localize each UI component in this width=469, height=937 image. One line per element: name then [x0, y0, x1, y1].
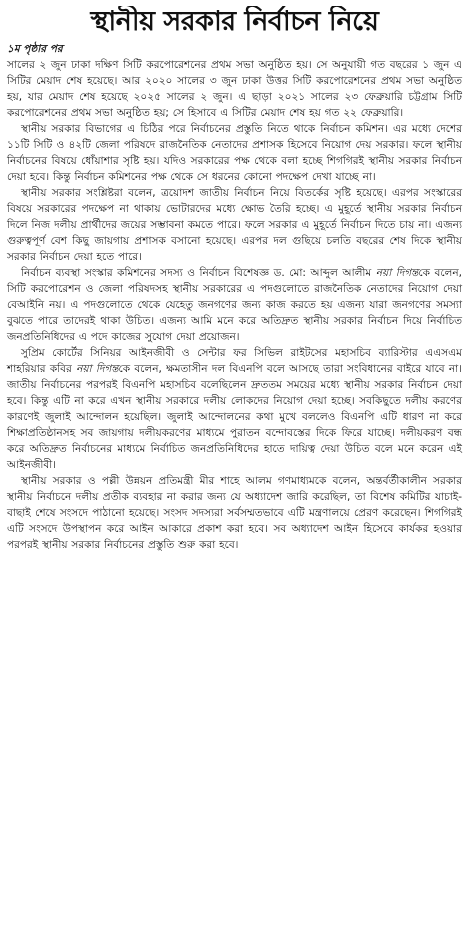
newspaper-name: নয়া দিগন্ত [375, 267, 419, 279]
article-paragraph-6 [7, 473, 462, 553]
paragraph-text: স্থানীয় সরকার সংশ্লিষ্টরা বলেন, ত্রয়োদশ জাতীয় নির্বাচন নিয়ে বিতর্কের সৃষ্টি হয়েছে। এরপর সংস্কারের বিষয়ে সরকারের পদক্ষেপ না থাকায় ভোটারদের মধ্যে ক্ষোভ তৈরি হচ্ছে। এ মুহূর্তে স্থানীয় সরকার নির্বাচন দিলে নিজ দলীয় প্রার্থীদের জয়ের সম্ভাবনা কমতে পারে। ফলে সরকার এ মুহূর্তে নির্বাচন দিতে চায় না। এজন্য গুরুত্বপূর্ণ বেশ কিছু জায়গায় প্রশাসক বসানো হয়েছে। এরপর দল গুছিয়ে চলতি বছরের শেষ দিকে স্থানীয় সরকার নির্বাচন দেয়া হতে পারে। [7, 187, 462, 263]
article-paragraph-1 [7, 57, 462, 121]
paragraph-text: স্থানীয় সরকার বিভাগের এ চিঠির পরে নির্বাচনের প্রস্তুতি নিতে থাকে নির্বাচন কমিশন। এর মধ্যে দেশের ১১টি সিটি ও ৪২টি জেলা পরিষদে রাজনৈতিক নেতাদের প্রশাসক হিসেবে নিয়োগ দেয় সরকার। ফলে স্থানীয় নির্বাচনের বিষয়ে ধোঁয়াশার সৃষ্টি হয়। যদিও সরকারের পক্ষ থেকে বলা হচ্ছে শিগগিরই স্থানীয় সরকার নির্বাচন দেয়া হবে। কিন্তু নির্বাচন কমিশনের পক্ষ থেকে সে ধরনের কোনো পদক্ষেপ দেখা যাচ্ছে না। [7, 123, 462, 183]
article-paragraph-3 [7, 185, 462, 265]
article-paragraph-4 [7, 265, 462, 345]
headline: স্থানীয় সরকার নির্বাচন নিয়ে [90, 6, 379, 37]
paragraph-text-cont: কে বলেন, সিটি করপোরেশন ও জেলা পরিষদসহ স্থানীয় সরকারের এ পদগুলোতে রাজনৈতিক নেতাদের নিয়োগ দেয়া বেআইনি নয়। এ পদগুলোতে থেকে যেহেতু জনগণের জন্য কাজ করতে হয় এজন্য যারা জনগণের সমস্যা বুঝতে পারে তাদেরই থাকা উচিত। এজন্য আমি মনে করে অতিদ্রুত স্থানীয় সরকার নির্বাচন দিয়ে নির্বাচিত জনপ্রতিনিধিদের এ পদে কাজের সুযোগ দেয়া প্রয়োজন। [7, 267, 462, 343]
paragraph-text-cont: কে বলেন, ক্ষমতাসীন দল বিএনপি বলে আসছে তারা সংবিধানের বাইরে যাবে না। জাতীয় নির্বাচনের পরপরই বিএনপি মহাসচিব বলেছিলেন দ্রুততম সময়ের মধ্যে স্থানীয় সরকার নির্বাচন দেয়া হবে। কিন্তু এটি না করে এখন স্থানীয় সরকারে দলীয় লোকদের নিয়োগ দেয়া হচ্ছে। সবকিছুতে দলীয় করণের কারণেই জুলাই আন্দোলন হয়েছিল। জুলাই আন্দোলনের কথা মুখে বললেও বিএনপি এটি ধারণ না করে শিক্ষাপ্রতিষ্ঠানসহ সব জায়গায় দলীয়করণের মাধ্যমে পুরাতন বন্দোবস্তের দিকে ফিরে যাচ্ছে। দলীয়করণ বন্ধ করে অতিদ্রুত নির্বাচনের মাধ্যমে নির্বাচিত জনপ্রতিনিধিদের হাতে দায়িত্ব দেয়া উচিত বলে মনে করেন এই আইনজীবী। [7, 363, 462, 471]
paragraph-text: সালের ২ জুন ঢাকা দক্ষিণ সিটি করপোরেশনের প্রথম সভা অনুষ্ঠিত হয়। সে অনুযায়ী গত বছরের ১ জুন এ সিটির মেয়াদ শেষ হয়েছে। আর ২০২০ সালের ৩ জুন ঢাকা উত্তর সিটি করপোরেশনের প্রথম সভা অনুষ্ঠিত হয়, যার মেয়াদ শেষ হয়েছে ২০২৫ সালের ২ জুন। এ ছাড়া ২০২১ সালের ২৩ ফেব্রুয়ারি চট্টগ্রাম সিটি করপোরেশনের প্রথম সভা অনুষ্ঠিত হয়; সে হিসাবে এ সিটির মেয়াদ শেষ হয় গত ২২ ফেব্রুয়ারি। [7, 59, 462, 119]
paragraph-text: সুপ্রিম কোর্টের সিনিয়র আইনজীবী ও সেন্টার ফর সিভিল রাইটসের মহাসচিব ব্যারিস্টার এএসএম শাহরিয়ার কবির [7, 347, 462, 375]
continued-from-note: ১ম পৃষ্ঠার পর [7, 43, 63, 55]
article-paragraph-2 [7, 121, 462, 185]
article-paragraph-5 [7, 345, 462, 473]
paragraph-text: স্থানীয় সরকার ও পল্লী উন্নয়ন প্রতিমন্ত্রী মীর শাহে আলম গণমাধ্যমকে বলেন, অন্তর্বর্তীকালীন সরকার স্থানীয় নির্বাচনে দলীয় প্রতীক ব্যবহার না করার জন্য যে অধ্যাদেশ জারি করেছিল, তা বিশেষ কমিটির যাচাই-বাছাই শেষে সংসদে পাঠানো হয়েছে। সংসদ সদস্যরা সর্বসম্মতভাবে এটি মন্ত্রণালয়ে প্রেরণ করেছেন। শিগগিরই এটি সংসদে উপস্থাপন করে আইন আকারে প্রকাশ করা হবে। সব অধ্যাদেশ আইন হিসেবে কার্যকর হওয়ার পরপরই স্থানীয় সরকার নির্বাচনের প্রস্তুতি শুরু করা হবে। [7, 475, 462, 551]
newspaper-name: নয়া দিগন্ত [76, 363, 119, 375]
paragraph-text: নির্বাচন ব্যবস্থা সংস্কার কমিশনের সদস্য ও নির্বাচন বিশেষজ্ঞ ড. মো: আব্দুল আলীম [21, 267, 376, 279]
